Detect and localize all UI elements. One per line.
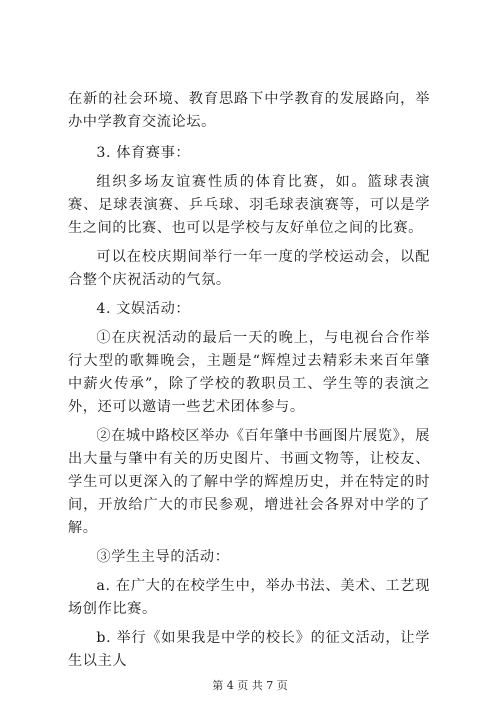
- paragraph-sports-matches: 组织多场友谊赛性质的体育比赛，如。篮球表演赛、足球表演赛、乒乓球、羽毛球表演赛等，可以是学生之间的比赛、也可以是学校与友好单位之间的比赛。: [68, 174, 430, 236]
- paragraph-item-b: b. 举行《如果我是中学的校长》的征文活动，让学生以主人: [68, 630, 430, 669]
- paragraph-exhibition: ②在城中路校区举办《百年肇中书画图片展览》，展出大量与肇中有关的历史图片、书画文物等，让校友、学生可以更深入的了解中学的辉煌历史，并在特定的时间，开放给广大的市民参观，增进社会各界对中学的了解。: [68, 428, 430, 536]
- paragraph-sports-meet: 可以在校庆期间举行一年一度的学校运动会，以配合整个庆祝活动的气氛。: [68, 249, 430, 288]
- document-body: [68, 88, 430, 673]
- paragraph-student-activities: ③学生主导的活动：: [96, 549, 230, 565]
- heading-sports-events: 3. 体育赛事：: [96, 145, 191, 161]
- paragraph-gala: ①在庆祝活动的最后一天的晚上，与电视台合作举行大型的歌舞晚会，主题是“辉煌过去精彩未来百年肇中薪火传承”，除了学校的教职员工、学生等的表演之外，还可以邀请一些艺术团体参与。: [68, 330, 430, 415]
- paragraph-item-a: a. 在广大的在校学生中，举办书法、美术、工艺现场创作比赛。: [68, 578, 430, 617]
- heading-entertainment: 4. 文娱活动：: [96, 301, 191, 317]
- page-number-footer: 第 4 页 共 7 页: [212, 679, 288, 692]
- paragraph-forum: 在新的社会环境、教育思路下中学教育的发展路向，举办中学教育交流论坛。: [68, 91, 430, 130]
